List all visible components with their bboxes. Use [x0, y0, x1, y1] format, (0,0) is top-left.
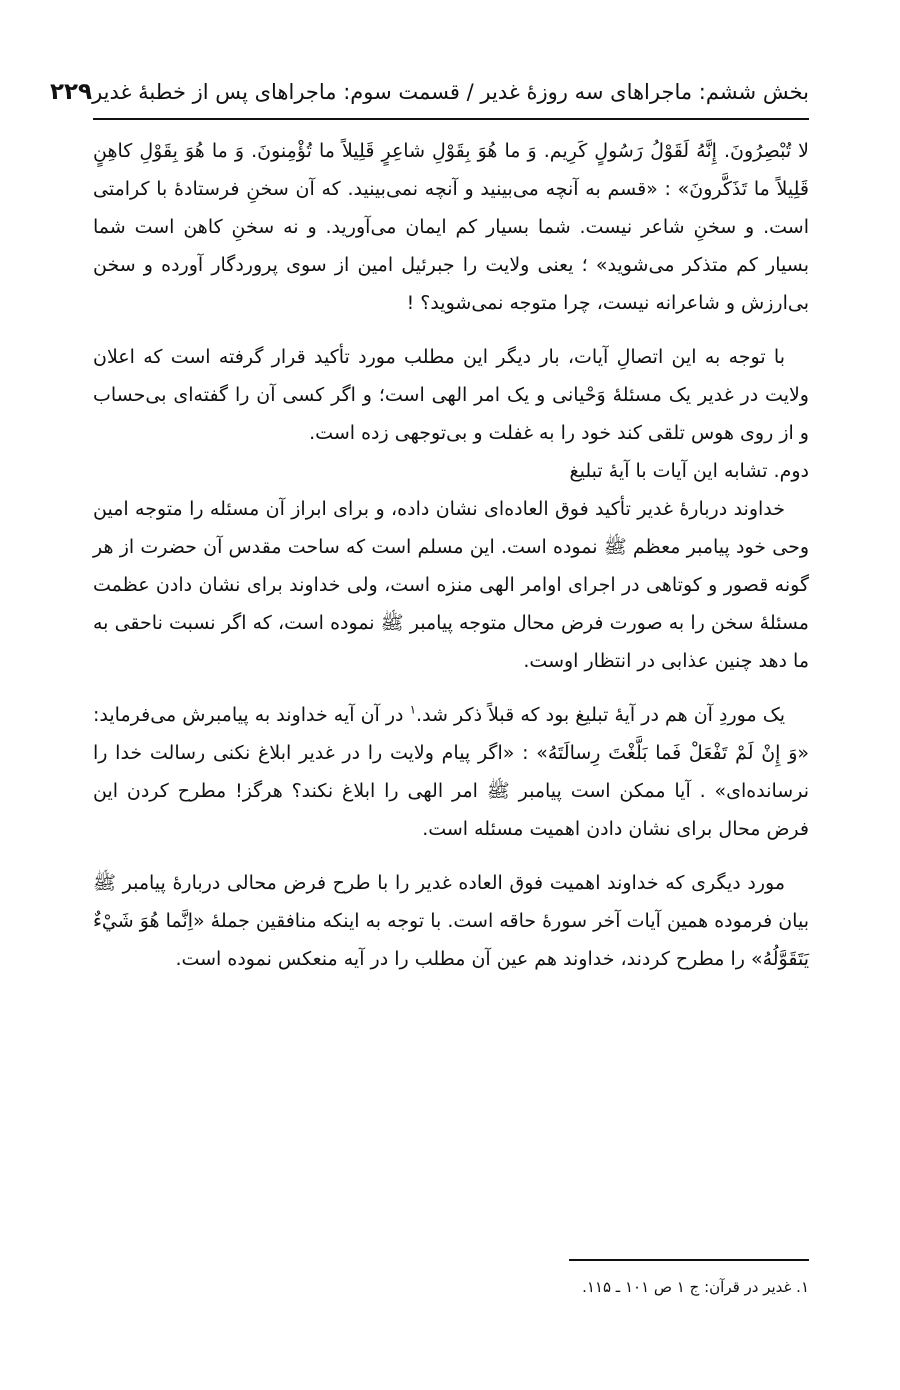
footnote: ۱. غدیر در قرآن: ج ۱ ص ۱۰۱ ـ ۱۱۵.: [582, 1278, 809, 1296]
page-header: [49, 70, 809, 114]
body-text: [93, 132, 809, 978]
paragraph-text-after-note: در آن آیه خداوند به پیامبرش می‌فرماید: «وَ إِنْ لَمْ تَفْعَلْ فَما بَلَّغْتَ رِسالَتَهُ» : «اگر پیام ولایت را در غدیر ابلاغ نکنی رسالت خدا را نرسانده‌ای» . آیا ممکن است پیامبر ﷺ امر الهی را ابلاغ نکند؟ هرگز! مطرح کردن این فرض محال برای نشان دادن اهمیت مسئله است.: [93, 704, 809, 840]
section-heading: دوم. تشابه این آیات با آیۀ تبلیغ: [569, 460, 809, 482]
footnote-reference[interactable]: ۱: [409, 702, 417, 717]
running-head: بخش ششم: ماجراهای سه روزۀ غدیر / قسمت سوم: ماجراهای پس از خطبۀ غدیر: [92, 80, 809, 104]
footnote-rule: [569, 1259, 809, 1261]
paragraph-haqqa-verses: مورد دیگری که خداوند اهمیت فوق العاده غدیر را با طرح فرض محالی دربارۀ پیامبر ﷺ بیان فرموده همین آیات آخر سورۀ حاقه است. با توجه به اینکه منافقین جملۀ «اِنَّما هُوَ شَيْءٌ يَتَقَوَّلُهُ» را مطرح کردند، خداوند هم عین آن مطلب را در آیه منعکس نموده است.: [93, 872, 809, 970]
paragraph-emphasis: خداوند دربارۀ غدیر تأکید فوق العاده‌ای نشان داده، و برای ابراز آن مسئله را متوجه امین وحی خود پیامبر معظم ﷺ نموده است. این مسلم است که ساحت مقدس آن حضرت از هر گونه قصور و کوتاهی در اجرای اوامر الهی منزه است، ولی خداوند برای نشان دادن عظمت مسئلۀ سخن را به صورت فرض محال متوجه پیامبر ﷺ نموده است، که اگر نسبت ناحقی به ما دهد چنین عذابی در انتظار اوست.: [93, 498, 809, 672]
paragraph-revelation: با توجه به این اتصالِ آیات، بار دیگر این مطلب مورد تأکید قرار گرفته است که اعلان ولایت در غدیر یک مسئلۀ وَحْیانی و یک امر الهی است؛ و اگر کسی آن را گفته‌ای بی‌حساب و از روی هوس تلقی کند خود را به غفلت و بی‌توجهی زده است.: [93, 346, 809, 444]
page-number: ۲۲۹: [49, 79, 93, 105]
header-rule: [93, 118, 809, 120]
paragraph-tabligh-verse: [93, 696, 809, 848]
paragraph-quran-verses: لا تُبْصِرُونَ. إِنَّهُ لَقَوْلُ رَسُولٍ كَرِيم. وَ ما هُوَ بِقَوْلِ شاعِرٍ قَلِيلاً ما تُؤْمِنونَ. وَ ما هُوَ بِقَوْلِ كاهِنٍ قَلِيلاً ما تَذَكَّرونَ» : «قسم به آنچه می‌بینید و آنچه نمی‌بینید. که آن سخنِ فرستادۀ با کرامتی است. و سخنِ شاعر نیست. شما بسیار کم ایمان می‌آورید. و نه سخنِ کاهن است شما بسیار کم متذکر می‌شوید» ؛ یعنی ولایت را جبرئیل امین از سوی پروردگار آورده و سخن بی‌ارزش و شاعرانه نیست، چرا متوجه نمی‌شوید؟ !: [93, 140, 809, 314]
paragraph-text-before-note: یک موردِ آن هم در آیۀ تبلیغ بود که قبلاً ذکر شد.: [416, 704, 785, 726]
